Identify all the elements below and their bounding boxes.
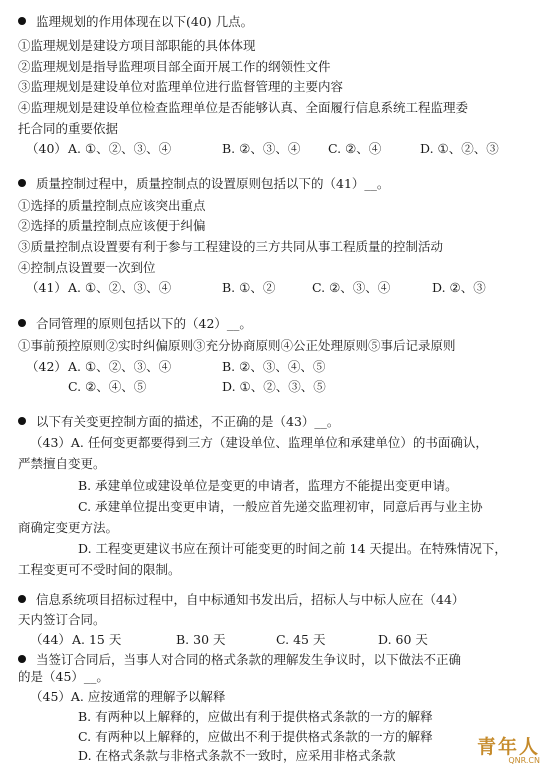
question-43-line: （43）A. 任何变更都要得到三方（建设单位、监理单位和承建单位）的书面确认，	[30, 435, 488, 450]
question-44-option-d: D. 60 天	[378, 632, 428, 647]
bullet-icon	[18, 17, 26, 25]
question-41-item: ①选择的质量控制点应该突出重点	[18, 198, 206, 213]
question-42-option-a: A. ①、②、③、④	[68, 359, 172, 374]
site-watermark	[477, 738, 540, 765]
question-40-item: ②监理规划是指导监理项目部全面开展工作的纲领性文件	[18, 59, 331, 74]
question-43-line: 商确定变更方法。	[18, 520, 119, 535]
question-45-stem-cont: 的是（45）__。	[18, 669, 109, 684]
question-40-item: ③监理规划是建设单位对监理单位进行监督管理的主要内容	[18, 79, 344, 94]
question-44-stem-cont: 天内签订合同。	[18, 612, 106, 627]
watermark-domain: QNR.CN	[508, 756, 540, 765]
question-45-line: B. 有两种以上解释的，应做出有利于提供格式条款的一方的解释	[78, 709, 433, 724]
bullet-icon	[18, 319, 26, 327]
question-44-option-b: B. 30 天	[176, 632, 226, 647]
question-44-option-a: A. 15 天	[72, 632, 122, 647]
question-42-option-c: C. ②、④、⑤	[68, 379, 147, 394]
question-42-option-d: D. ①、②、③、⑤	[222, 379, 326, 394]
question-43-line: D. 工程变更建议书应在预计可能变更的时间之前 14 天提出。在特殊情况下，	[78, 541, 507, 556]
question-40-option-c: C. ②、④	[328, 141, 382, 156]
question-43-line: 工程变更可不受时间的限制。	[18, 562, 181, 577]
question-43-line: B. 承建单位或建设单位是变更的申请者，监理方不能提出变更申请。	[78, 478, 458, 493]
question-43-line: C. 承建单位提出变更申请，一般应首先递交监理初审，同意后再与业主协	[78, 499, 483, 514]
question-44-stem: 信息系统项目招标过程中，自中标通知书发出后，招标人与中标人应在（44）	[18, 594, 464, 607]
question-42-option-b: B. ②、③、④、⑤	[222, 359, 326, 374]
question-43-stem: 以下有关变更控制方面的描述，不正确的是（43）__。	[18, 416, 339, 429]
question-40-option-d: D. ①、②、③	[420, 141, 499, 156]
question-41-option-a: A. ①、②、③、④	[68, 280, 172, 295]
question-41-options-label: （41）	[26, 280, 67, 295]
question-42-stem: 合同管理的原则包括以下的（42）__。	[18, 318, 252, 331]
question-43-line: 严禁擅自变更。	[18, 456, 106, 471]
question-42-options-label: （42）	[26, 359, 67, 374]
watermark-logo-text: 青年人	[476, 736, 540, 758]
question-40-item: ④监理规划是建设单位检查监理单位是否能够认真、全面履行信息系统工程监理委	[18, 100, 469, 115]
question-44-options-label: （44）	[30, 632, 71, 647]
question-45-line: C. 有两种以上解释的，应做出不利于提供格式条款的一方的解释	[78, 729, 433, 744]
question-42-item: ①事前预控原则②实时纠偏原则③充分协商原则④公正处理原则⑤事后记录原则	[18, 338, 456, 353]
question-40-stem: 监理规划的作用体现在以下(40) 几点。	[18, 16, 253, 29]
bullet-icon	[18, 417, 26, 425]
question-45-line: D. 在格式条款与非格式条款不一致时，应采用非格式条款	[78, 748, 396, 763]
bullet-icon	[18, 179, 26, 187]
question-45-stem: 当签订合同后，当事人对合同的格式条款的理解发生争议时，以下做法不正确	[18, 654, 461, 667]
question-41-item: ②选择的质量控制点应该便于纠偏	[18, 218, 206, 233]
question-41-option-d: D. ②、③	[432, 280, 486, 295]
question-40-option-b: B. ②、③、④	[222, 141, 301, 156]
question-41-item: ③质量控制点设置要有利于参与工程建设的三方共同从事工程质量的控制活动	[18, 239, 444, 254]
question-44-option-c: C. 45 天	[276, 632, 326, 647]
question-41-item: ④控制点设置要一次到位	[18, 260, 156, 275]
bullet-icon	[18, 655, 26, 663]
question-40-item: 托合同的重要依据	[18, 121, 119, 136]
question-40-options-label: （40）	[26, 141, 67, 156]
question-40-option-a: A. ①、②、③、④	[68, 141, 172, 156]
question-41-option-b: B. ①、②	[222, 280, 276, 295]
question-41-stem: 质量控制过程中，质量控制点的设置原则包括以下的（41）__。	[18, 178, 389, 191]
bullet-icon	[18, 595, 26, 603]
question-45-line: （45）A. 应按通常的理解予以解释	[30, 689, 226, 704]
question-40-item: ①监理规划是建设方项目部职能的具体体现	[18, 38, 256, 53]
question-41-option-c: C. ②、③、④	[312, 280, 391, 295]
